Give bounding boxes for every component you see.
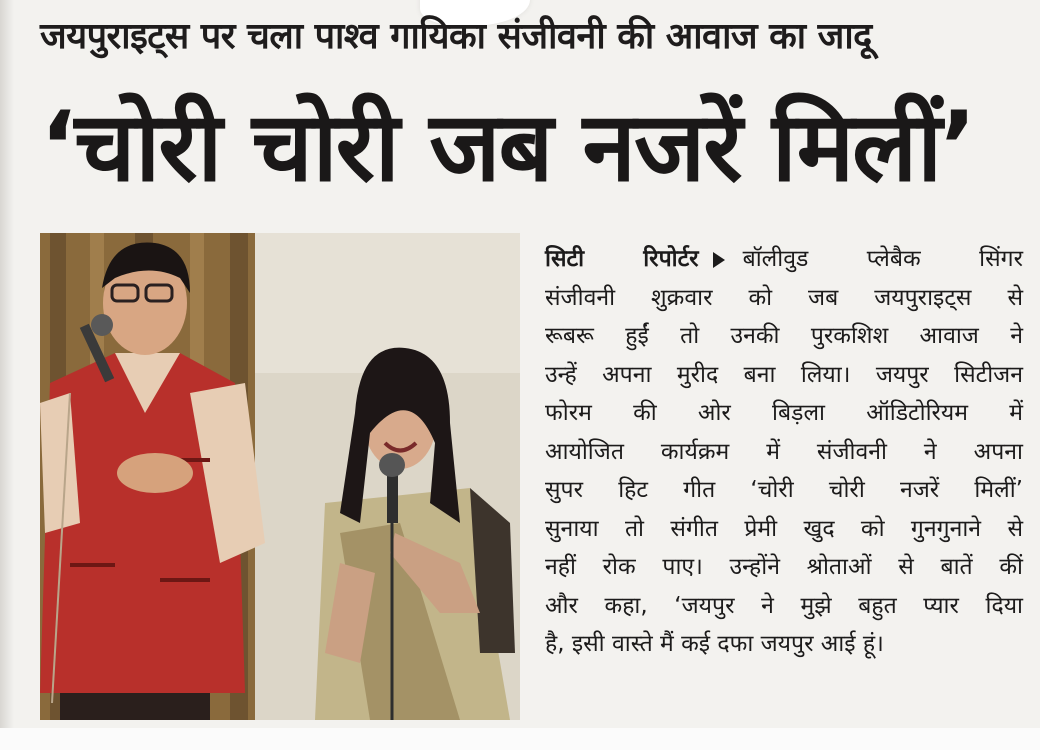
article-line: नहीं रोक पाए। उन्होंने श्रोताओं से बातें कीं bbox=[545, 554, 1023, 580]
play-arrow-icon bbox=[713, 252, 725, 268]
main-headline: ‘चोरी चोरी जब नजरें मिलीं’ bbox=[40, 91, 975, 203]
byline: सिटी रिपोर्टर bbox=[545, 246, 699, 272]
article-line: फोरम की ओर बिड़ला ऑडिटोरियम में bbox=[545, 400, 1023, 426]
article-body bbox=[545, 240, 1023, 664]
paper-bottom-edge bbox=[0, 728, 1040, 750]
singers-photo bbox=[40, 233, 520, 720]
article-line-text: बॉलीवुड प्लेबैक सिंगर bbox=[742, 246, 1023, 272]
article-line: सुनाया तो संगीत प्रेमी खुद को गुनगुनाने से bbox=[545, 515, 1023, 542]
article-line: है, इसी वास्ते मैं कई दफा जयपुर आई हूं। bbox=[545, 631, 884, 657]
article-line: और कहा, ‘जयपुर ने मुझे बहुत प्यार दिया bbox=[545, 592, 1023, 619]
article-line: रूबरू हुईं तो उनकी पुरकशिश आवाज ने bbox=[545, 323, 1023, 349]
clipping-edge bbox=[0, 0, 14, 730]
article-line: उन्हें अपना मुरीद बना लिया। जयपुर सिटीजन bbox=[545, 361, 1023, 388]
article-line: आयोजित कार्यक्रम में संजीवनी ने अपना bbox=[545, 438, 1023, 465]
article-line: संजीवनी शुक्रवार को जब जयपुराइट्स से bbox=[545, 284, 1023, 311]
kicker-headline: जयपुराइट्स पर चला पाश्व गायिका संजीवनी की आवाज का जादू bbox=[40, 16, 872, 57]
article-line: सुपर हिट गीत ‘चोरी चोरी नजरें मिलीं’ bbox=[545, 477, 1023, 503]
article-line bbox=[545, 240, 1023, 279]
